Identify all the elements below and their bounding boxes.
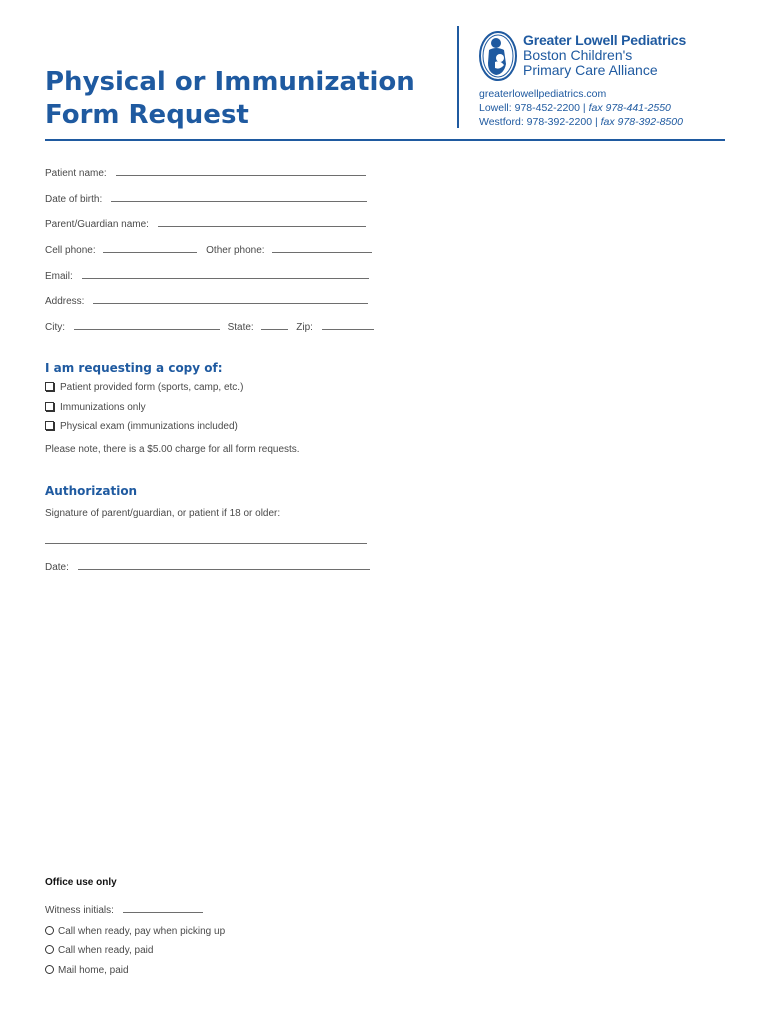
- witness-row: [45, 903, 203, 916]
- phone-row: [45, 243, 372, 256]
- parent-label: Parent/Guardian name:: [45, 219, 149, 230]
- parent-row: [45, 217, 366, 230]
- westford-fax: fax 978-392-8500: [600, 116, 683, 128]
- lowell-fax: fax 978-441-2550: [588, 102, 671, 114]
- city-label: City:: [45, 322, 65, 333]
- brand-line-1: Greater Lowell Pediatrics: [523, 32, 687, 48]
- other-phone-label: Other phone:: [206, 245, 265, 256]
- lowell-phone: Lowell: 978-452-2200 |: [479, 102, 586, 114]
- city-row: [45, 320, 374, 333]
- brand-line-2: Boston Children's: [523, 47, 633, 63]
- radio-icon[interactable]: [45, 945, 54, 954]
- date-field[interactable]: [78, 560, 370, 570]
- date-label: Date:: [45, 562, 69, 573]
- page-title: [45, 66, 435, 132]
- authorization-heading: Authorization: [45, 484, 138, 498]
- office-option[interactable]: [45, 945, 153, 956]
- state-field[interactable]: [261, 320, 288, 330]
- radio-icon[interactable]: [45, 926, 54, 935]
- address-field[interactable]: [93, 294, 368, 304]
- checkbox-icon[interactable]: [45, 421, 54, 430]
- header-divider: [457, 26, 459, 128]
- checkbox-icon[interactable]: [45, 382, 54, 391]
- office-option[interactable]: [45, 965, 129, 976]
- request-option-label: Immunizations only: [60, 402, 146, 413]
- email-row: [45, 269, 369, 282]
- dob-field[interactable]: [111, 192, 367, 202]
- request-option[interactable]: [45, 382, 243, 393]
- request-option-label: Physical exam (immunizations included): [60, 421, 238, 432]
- charge-note: Please note, there is a $5.00 charge for all form requests.: [45, 444, 300, 455]
- request-heading: I am requesting a copy of:: [45, 361, 223, 375]
- checkbox-icon[interactable]: [45, 402, 54, 411]
- city-field[interactable]: [74, 320, 220, 330]
- email-field[interactable]: [82, 269, 369, 279]
- contact-info: [479, 87, 683, 129]
- patient-name-label: Patient name:: [45, 168, 107, 179]
- dob-row: [45, 192, 367, 205]
- office-option-label: Call when ready, pay when picking up: [58, 926, 226, 937]
- signature-field[interactable]: [45, 534, 367, 544]
- header-rule: [45, 139, 725, 141]
- dob-label: Date of birth:: [45, 194, 103, 205]
- cell-phone-field[interactable]: [103, 243, 197, 253]
- email-label: Email:: [45, 271, 73, 282]
- zip-label: Zip:: [296, 322, 313, 333]
- radio-icon[interactable]: [45, 965, 54, 974]
- witness-field[interactable]: [123, 903, 203, 913]
- request-option[interactable]: [45, 421, 238, 432]
- patient-name-row: [45, 166, 366, 179]
- office-option-label: Call when ready, paid: [58, 945, 154, 956]
- date-row: [45, 560, 370, 573]
- office-option[interactable]: [45, 926, 225, 937]
- request-option[interactable]: [45, 402, 146, 413]
- other-phone-field[interactable]: [272, 243, 372, 253]
- parent-field[interactable]: [158, 217, 366, 227]
- address-row: [45, 294, 368, 307]
- patient-name-field[interactable]: [116, 166, 366, 176]
- signature-label: Signature of parent/guardian, or patient if 18 or older:: [45, 508, 281, 519]
- brand-name: [523, 33, 686, 78]
- title-line-2: Form Request: [45, 100, 249, 130]
- zip-field[interactable]: [322, 320, 374, 330]
- address-label: Address:: [45, 296, 85, 307]
- cell-phone-label: Cell phone:: [45, 245, 96, 256]
- office-use-heading: Office use only: [45, 877, 117, 888]
- request-option-label: Patient provided form (sports, camp, etc.): [60, 382, 244, 393]
- westford-phone: Westford: 978-392-2200 |: [479, 116, 598, 128]
- website-link[interactable]: greaterlowellpediatrics.com: [479, 88, 607, 100]
- brand-line-3: Primary Care Alliance: [523, 62, 658, 78]
- witness-label: Witness initials:: [45, 905, 114, 916]
- mother-and-child-logo-icon: [478, 30, 518, 82]
- title-line-1: Physical or Immunization: [45, 67, 415, 97]
- office-option-label: Mail home, paid: [58, 965, 129, 976]
- state-label: State:: [227, 322, 254, 333]
